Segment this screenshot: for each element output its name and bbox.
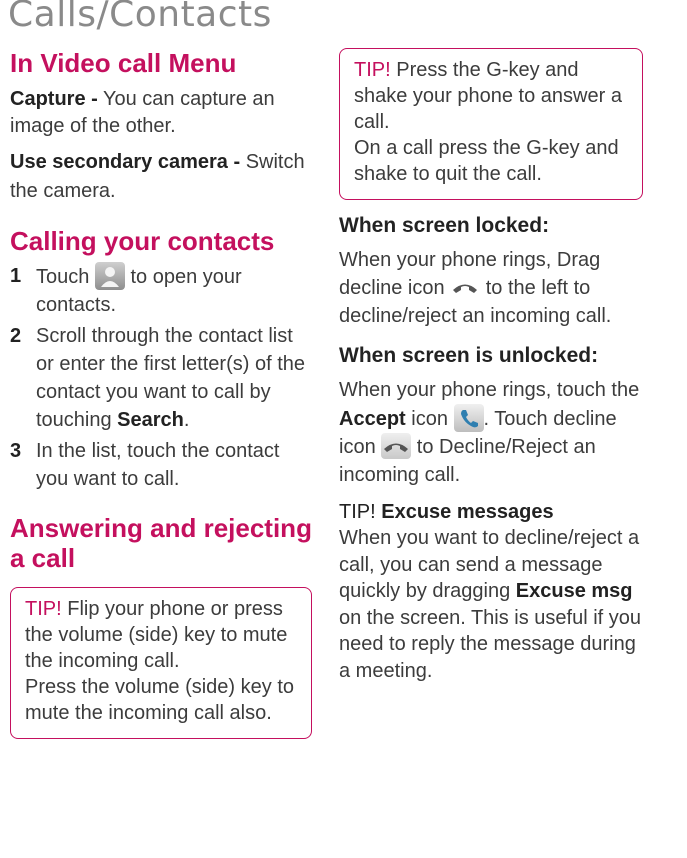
- step-number: 2: [10, 325, 22, 347]
- screen-locked-after: to the left to decline/reject an incoming call.: [339, 277, 612, 327]
- decline-phone-icon: [450, 277, 480, 297]
- tip-line-1: Press the G-key and shake your phone to answer a call.: [354, 59, 622, 133]
- screen-unlocked-text: [339, 376, 643, 489]
- tip-line-2: Press the volume (side) key to mute the incoming call also.: [25, 676, 294, 724]
- screen-unlocked-text-2: icon: [405, 408, 454, 430]
- tip-line-2: On a call press the G-key and shake to quit the call.: [354, 137, 619, 185]
- answering-title-line-1: Answering and rejecting: [10, 513, 312, 543]
- video-call-menu-title: In Video call Menu: [10, 48, 237, 78]
- screen-unlocked-heading: When screen is unlocked:: [339, 344, 599, 367]
- accept-phone-icon: [454, 404, 484, 432]
- accept-term: Accept: [339, 408, 406, 430]
- answering-title-line-2: a call: [10, 543, 76, 573]
- step-2-text: Scroll through the contact list or enter the first letter(s) of the contact you want to call by touching: [36, 325, 305, 431]
- answering-title: [10, 513, 312, 573]
- decline-phone-icon: [381, 433, 411, 459]
- left-column: [10, 48, 312, 739]
- g-key-tip-box: [339, 48, 643, 200]
- screen-locked-heading: When screen locked:: [339, 214, 550, 237]
- excuse-tip-label: TIP!: [339, 501, 376, 523]
- page-header-title: Calls/Contacts: [8, 0, 272, 35]
- contacts-icon: [95, 262, 125, 290]
- screen-locked-text: [339, 246, 643, 330]
- step-number: 1: [10, 265, 22, 287]
- step-3: [10, 437, 312, 493]
- step-1: [10, 262, 312, 319]
- step-2-end: .: [183, 409, 190, 431]
- excuse-text-2: on the screen. This is useful if you need to reply the message during a meeting.: [339, 606, 642, 682]
- excuse-text-1: When you want to decline/reject a call, you can send a message quickly by dragging: [339, 527, 640, 602]
- search-term: Search: [117, 409, 184, 431]
- answering-tip-box: [10, 587, 312, 739]
- tip-line-1: Flip your phone or press the volume (side) key to mute the incoming call.: [25, 598, 288, 672]
- calling-steps-list: [10, 262, 312, 493]
- excuse-heading-bold: Excuse messages: [375, 501, 554, 523]
- screen-locked-before: When your phone rings, Drag decline icon: [339, 249, 601, 299]
- step-3-text: In the list, touch the contact you want to call.: [36, 440, 280, 490]
- secondary-camera-description: [10, 148, 312, 206]
- excuse-text: [339, 525, 643, 684]
- step-1-text-after: to open your contacts.: [36, 266, 242, 316]
- excuse-msg-term: Excuse msg: [515, 580, 633, 602]
- capture-description: [10, 86, 312, 140]
- screen-unlocked-text-3: . Touch decline icon: [339, 408, 617, 458]
- step-2: [10, 322, 312, 434]
- step-1-text-before: Touch: [36, 266, 95, 288]
- step-number: 3: [10, 440, 22, 462]
- secondary-camera-term: Use secondary camera -: [10, 151, 241, 173]
- secondary-camera-desc: Switch the camera.: [10, 151, 305, 202]
- tip-label: TIP!: [25, 598, 62, 620]
- capture-term: Capture -: [10, 88, 98, 110]
- tip-label: TIP!: [354, 59, 391, 81]
- excuse-heading: [339, 499, 643, 525]
- capture-desc: You can capture an image of the other.: [10, 88, 275, 137]
- screen-unlocked-text-4: to Decline/Reject an incoming call.: [339, 436, 596, 486]
- calling-contacts-title: Calling your contacts: [10, 226, 275, 256]
- screen-unlocked-text-1: When your phone rings, touch the: [339, 379, 640, 401]
- right-column: [339, 48, 643, 684]
